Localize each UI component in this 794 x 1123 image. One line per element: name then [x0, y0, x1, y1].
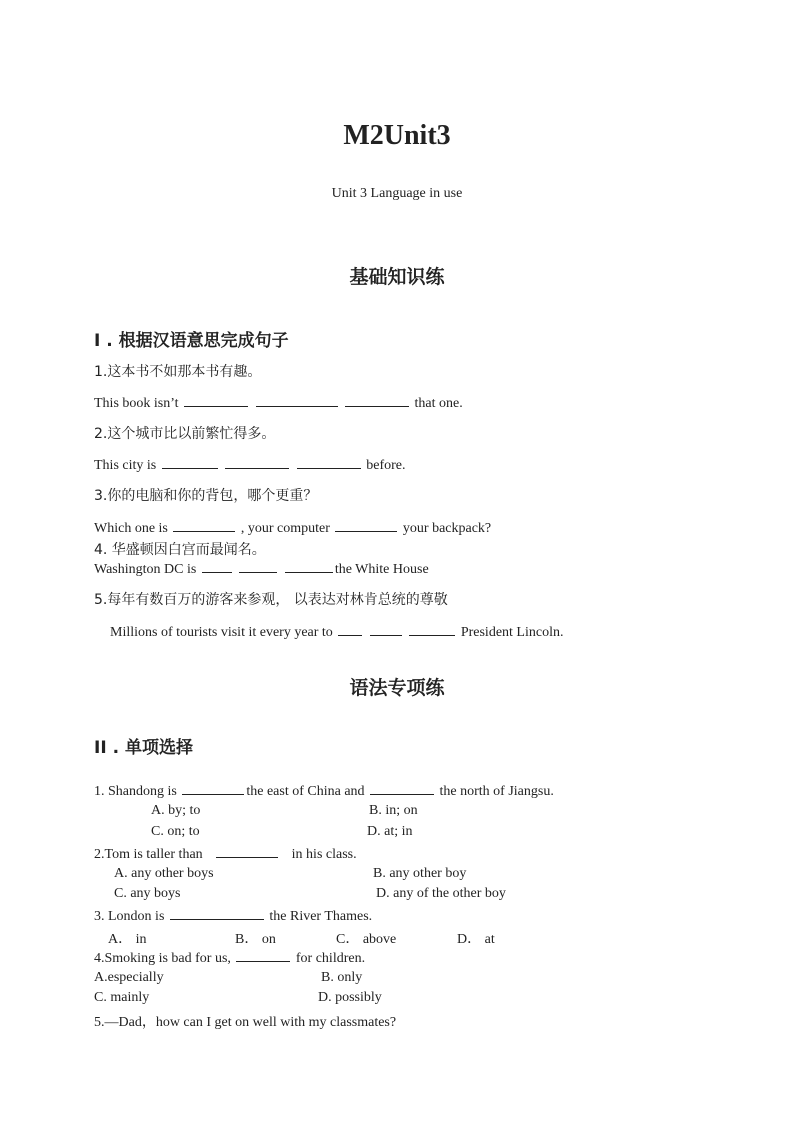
answer-blank[interactable]: [173, 519, 235, 532]
answer-blank[interactable]: [239, 560, 277, 573]
answer-blank[interactable]: [285, 560, 333, 573]
mc-question-2-stem: 2.Tom is taller than in his class.: [94, 847, 357, 862]
question-5-english: Millions of tourists visit it every year to President Lincoln.: [110, 625, 564, 640]
option-d[interactable]: D. possibly: [318, 990, 382, 1005]
answer-blank[interactable]: [297, 456, 361, 469]
part-heading-multiple-choice: II . 单项选择: [94, 738, 193, 758]
option-a[interactable]: A． in: [108, 932, 147, 947]
question-3-chinese: 3.你的电脑和你的背包，哪个更重？: [94, 488, 318, 504]
answer-blank[interactable]: [338, 623, 362, 636]
option-b[interactable]: B. any other boy: [373, 866, 467, 881]
answer-blank[interactable]: [409, 623, 455, 636]
answer-blank[interactable]: [256, 394, 338, 407]
page-title: M2Unit3: [343, 120, 451, 151]
answer-blank[interactable]: [216, 845, 278, 858]
option-c[interactable]: C. on; to: [151, 824, 200, 839]
option-a[interactable]: A. any other boys: [114, 866, 214, 881]
option-d[interactable]: D． at: [457, 932, 495, 947]
mc-question-1-stem: 1. Shandong is the east of China and the north of Jiangsu.: [94, 784, 554, 799]
part-heading-complete-sentences: I . 根据汉语意思完成句子: [94, 331, 289, 351]
question-1-english: This book isn’t that one.: [94, 396, 463, 411]
question-2-chinese: 2.这个城市比以前繁忙得多。: [94, 426, 276, 442]
question-4-english: Washington DC is the White House: [94, 562, 429, 577]
answer-blank[interactable]: [370, 782, 434, 795]
option-d[interactable]: D. at; in: [367, 824, 413, 839]
mc-question-4-stem: 4.Smoking is bad for us, for children.: [94, 951, 366, 966]
question-4-chinese: 4. 华盛顿因白宫而最闻名。: [94, 542, 266, 558]
option-d[interactable]: D. any of the other boy: [376, 886, 506, 901]
answer-blank[interactable]: [202, 560, 232, 573]
answer-blank[interactable]: [236, 949, 290, 962]
answer-blank[interactable]: [184, 394, 248, 407]
option-c[interactable]: C. mainly: [94, 990, 150, 1005]
answer-blank[interactable]: [345, 394, 409, 407]
option-b[interactable]: B. in; on: [369, 803, 418, 818]
section-heading-grammar: 语法专项练: [349, 677, 445, 699]
answer-blank[interactable]: [225, 456, 289, 469]
question-1-chinese: 1.这本书不如那本书有趣。: [94, 364, 262, 380]
option-c[interactable]: C. any boys: [114, 886, 181, 901]
answer-blank[interactable]: [170, 907, 264, 920]
section-heading-basic: 基础知识练: [349, 266, 445, 288]
option-b[interactable]: B． on: [235, 932, 276, 947]
question-3-english: Which one is , your computer your backpack?: [94, 521, 492, 536]
answer-blank[interactable]: [370, 623, 402, 636]
answer-blank[interactable]: [182, 782, 244, 795]
answer-blank[interactable]: [335, 519, 397, 532]
answer-blank[interactable]: [162, 456, 218, 469]
option-a[interactable]: A.especially: [94, 970, 164, 985]
page-subtitle: Unit 3 Language in use: [331, 186, 463, 201]
question-5-chinese: 5.每年有数百万的游客来参观， 以表达对林肯总统的尊敬: [94, 592, 448, 608]
option-b[interactable]: B. only: [321, 970, 363, 985]
mc-question-5-stem: 5.—Dad，how can I get on well with my classmates?: [94, 1015, 397, 1030]
option-a[interactable]: A. by; to: [151, 803, 201, 818]
mc-question-3-stem: 3. London is the River Thames.: [94, 909, 373, 924]
option-c[interactable]: C． above: [336, 932, 397, 947]
question-2-english: This city is before.: [94, 458, 406, 473]
